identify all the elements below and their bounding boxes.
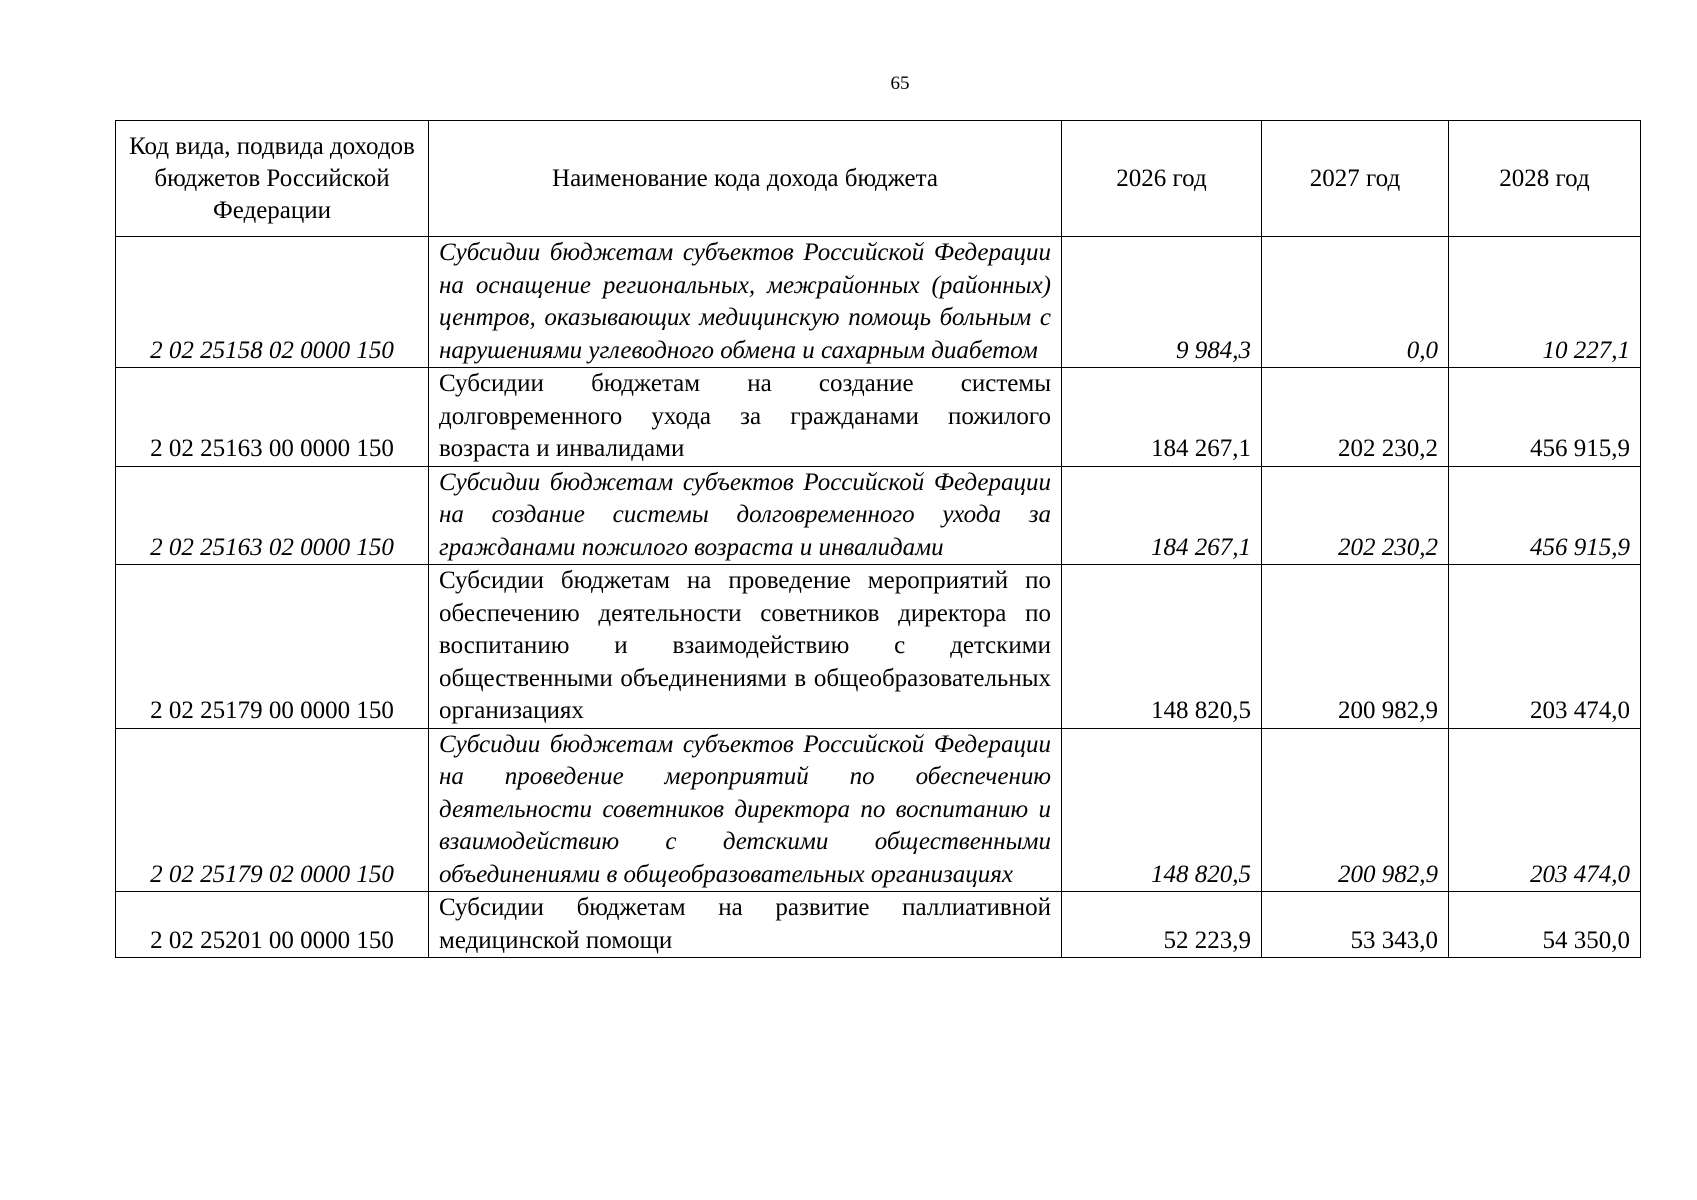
income-code: 2 02 25158 02 0000 150 — [116, 237, 429, 368]
table-header-row — [116, 121, 1641, 237]
header-code: Код вида, подвида доходов бюджетов Российской Федерации — [116, 121, 429, 237]
header-2027: 2027 год — [1262, 121, 1449, 237]
income-code: 2 02 25201 00 0000 150 — [116, 892, 429, 958]
amount-2026: 184 267,1 — [1062, 368, 1262, 467]
table-row — [116, 237, 1641, 368]
income-code: 2 02 25179 00 0000 150 — [116, 565, 429, 729]
amount-2026: 9 984,3 — [1062, 237, 1262, 368]
amount-2028: 10 227,1 — [1449, 237, 1641, 368]
income-code: 2 02 25163 00 0000 150 — [116, 368, 429, 467]
amount-2027: 202 230,2 — [1262, 368, 1449, 467]
amount-2028: 456 915,9 — [1449, 466, 1641, 565]
amount-2026: 184 267,1 — [1062, 466, 1262, 565]
amount-2027: 200 982,9 — [1262, 728, 1449, 892]
budget-revenue-table — [115, 120, 1641, 958]
amount-2027: 202 230,2 — [1262, 466, 1449, 565]
amount-2027: 200 982,9 — [1262, 565, 1449, 729]
income-name: Субсидии бюджетам на создание системы долговременного ухода за гражданами пожилого возраста и инвалидами — [429, 368, 1062, 467]
table-row — [116, 565, 1641, 729]
amount-2028: 54 350,0 — [1449, 892, 1641, 958]
income-name: Субсидии бюджетам субъектов Российской Федерации на оснащение региональных, межрайонных (районных) центров, оказывающих медицинскую помощь больным с нарушениями углеводного обмена и сахарным диабетом — [429, 237, 1062, 368]
amount-2026: 148 820,5 — [1062, 565, 1262, 729]
amount-2027: 53 343,0 — [1262, 892, 1449, 958]
amount-2028: 203 474,0 — [1449, 565, 1641, 729]
header-2028: 2028 год — [1449, 121, 1641, 237]
income-code: 2 02 25163 02 0000 150 — [116, 466, 429, 565]
page-number: 65 — [890, 73, 910, 94]
table-row — [116, 892, 1641, 958]
amount-2026: 148 820,5 — [1062, 728, 1262, 892]
table-row — [116, 728, 1641, 892]
amount-2028: 456 915,9 — [1449, 368, 1641, 467]
table-row — [116, 368, 1641, 467]
income-name: Субсидии бюджетам на проведение мероприятий по обеспечению деятельности советников директора по воспитанию и взаимодействию с детскими общественными объединениями в общеобразовательных организациях — [429, 565, 1062, 729]
income-name: Субсидии бюджетам субъектов Российской Федерации на создание системы долговременного ухода за гражданами пожилого возраста и инвалидами — [429, 466, 1062, 565]
amount-2028: 203 474,0 — [1449, 728, 1641, 892]
income-name: Субсидии бюджетам на развитие паллиативной медицинской помощи — [429, 892, 1062, 958]
income-name: Субсидии бюджетам субъектов Российской Федерации на проведение мероприятий по обеспечению деятельности советников директора по воспитанию и взаимодействию с детскими общественными объединениями в общеобразовательных организациях — [429, 728, 1062, 892]
income-code: 2 02 25179 02 0000 150 — [116, 728, 429, 892]
table-row — [116, 466, 1641, 565]
header-name: Наименование кода дохода бюджета — [429, 121, 1062, 237]
amount-2026: 52 223,9 — [1062, 892, 1262, 958]
amount-2027: 0,0 — [1262, 237, 1449, 368]
header-2026: 2026 год — [1062, 121, 1262, 237]
